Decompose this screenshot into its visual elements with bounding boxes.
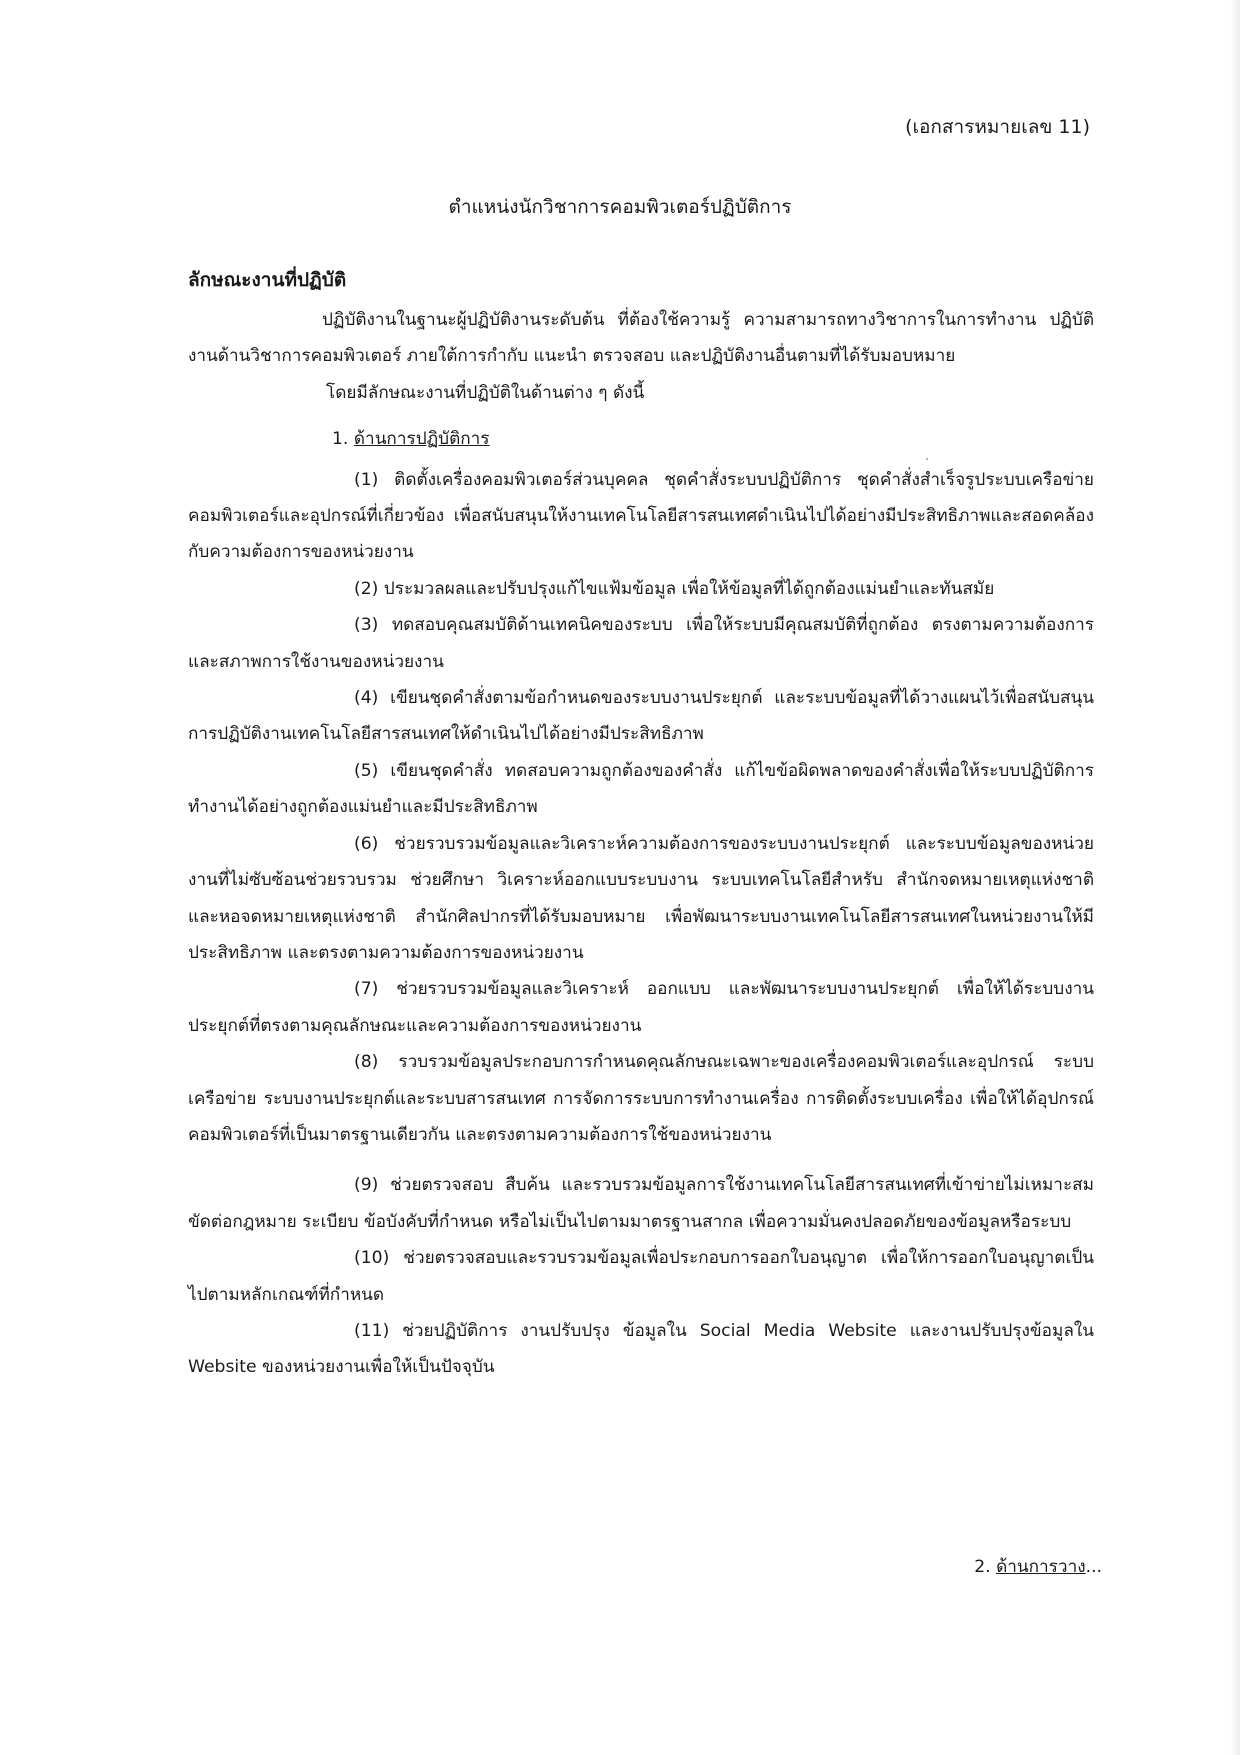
item-9: (9) ช่วยตรวจสอบ สืบค้น และรวบรวมข้อมูลการใช้งานเทคโนโลยีสารสนเทศที่เข้าข่ายไม่เหมาะสม ขัดต่อกฎหมาย ระเบียบ ข้อบังคับที่กำหนด หรือไม่เป็นไปตามมาตรฐานสากล เพื่อความมั่นคงปลอดภัยของข้อมูลหรือระบบ bbox=[188, 1175, 1094, 1232]
section-1-heading bbox=[188, 421, 1094, 457]
continuation-number: 2. bbox=[974, 1557, 991, 1577]
document-body bbox=[188, 302, 1094, 1386]
document-title: ตำแหน่งนักวิชาการคอมพิวเตอร์ปฏิบัติการ bbox=[448, 196, 792, 218]
page-edge-shadow bbox=[1230, 0, 1240, 1755]
item-2: (2) ประมวลผลและปรับปรุงแก้ไขแฟ้มข้อมูล เพื่อให้ข้อมูลที่ได้ถูกต้องแม่นยำและทันสมัย bbox=[354, 578, 995, 599]
continuation-ellipsis: ... bbox=[1085, 1557, 1102, 1577]
continuation-text: ด้านการวาง bbox=[996, 1557, 1086, 1577]
item-5: (5) เขียนชุดคำสั่ง ทดสอบความถูกต้องของคำสั่ง แก้ไขข้อผิดพลาดของคำสั่งเพื่อให้ระบบปฏิบัติการทำงานได้อย่างถูกต้องแม่นยำและมีประสิทธิภาพ bbox=[188, 760, 1094, 818]
item-10: (10) ช่วยตรวจสอบและรวบรวมข้อมูลเพื่อประกอบการออกใบอนุญาต เพื่อให้การออกใบอนุญาตเป็นไปตามหลักเกณฑ์ที่กำหนด bbox=[188, 1248, 1094, 1305]
lead-in-paragraph: โดยมีลักษณะงานที่ปฏิบัติในด้านต่าง ๆ ดังนี้ bbox=[326, 382, 645, 403]
section-number: 1. bbox=[332, 429, 349, 450]
item-11: (11) ช่วยปฏิบัติการ งานปรับปรุง ข้อมูลใน Social Media Website และงานปรับปรุงข้อมูลใน Website ของหน่วยงานเพื่อให้เป็นปัจจุบัน bbox=[188, 1320, 1094, 1378]
intro-paragraph: ปฏิบัติงานในฐานะผู้ปฏิบัติงานระดับต้น ที่ต้องใช้ความรู้ ความสามารถทางวิชาการในการทำงาน ปฏิบัติงานด้านวิชาการคอมพิวเตอร์ ภายใต้การกำกับ แนะนำ ตรวจสอบ และปฏิบัติงานอื่นตามที่ได้รับมอบหมาย bbox=[188, 310, 1094, 367]
item-3: (3) ทดสอบคุณสมบัติด้านเทคนิคของระบบ เพื่อให้ระบบมีคุณสมบัติที่ถูกต้อง ตรงตามความต้องการและสภาพการใช้งานของหน่วยงาน bbox=[188, 615, 1094, 672]
item-1: (1) ติดตั้งเครื่องคอมพิวเตอร์ส่วนบุคคล ชุดคำสั่งระบบปฏิบัติการ ชุดคำสั่งสำเร็จรูประบบเครือข่ายคอมพิวเตอร์และอุปกรณ์ที่เกี่ยวข้อง เพื่อสนับสนุนให้งานเทคโนโลยีสารสนเทศดำเนินไปได้อย่างมีประสิทธิภาพและสอดคล้องกับความต้องการของหน่วยงาน bbox=[188, 469, 1094, 563]
item-6: (6) ช่วยรวบรวมข้อมูลและวิเคราะห์ความต้องการของระบบงานประยุกต์ และระบบข้อมูลของหน่วยงานที่ไม่ซับซ้อนช่วยรวบรวม ช่วยศึกษา วิเคราะห์ออกแบบระบบงาน ระบบเทคโนโลยีสำหรับ สำนักจดหมายเหตุแห่งชาติ และหอจดหมายเหตุแห่งชาติ สำนักศิลปากรที่ได้รับมอบหมาย เพื่อพัฒนาระบบงานเทคโนโลยีสารสนเทศในหน่วยงานให้มีประสิทธิภาพ และตรงตามความต้องการของหน่วยงาน bbox=[188, 833, 1094, 963]
item-4: (4) เขียนชุดคำสั่งตามข้อกำหนดของระบบงานประยุกต์ และระบบข้อมูลที่ได้วางแผนไว้เพื่อสนับสนุนการปฏิบัติงานเทคโนโลยีสารสนเทศให้ดำเนินไปได้อย่างมีประสิทธิภาพ bbox=[188, 688, 1094, 745]
item-8: (8) รวบรวมข้อมูลประกอบการกำหนดคุณลักษณะเฉพาะของเครื่องคอมพิวเตอร์และอุปกรณ์ ระบบเครือข่าย ระบบงานประยุกต์และระบบสารสนเทศ การจัดการระบบการทำงานเครื่อง การติดตั้งระบบเครื่อง เพื่อให้ได้อุปกรณ์คอมพิวเตอร์ที่เป็นมาตรฐานเดียวกัน และตรงตามความต้องการใช้ของหน่วยงาน bbox=[188, 1052, 1094, 1145]
section-heading: ลักษณะงานที่ปฏิบัติ bbox=[188, 269, 347, 291]
continuation-marker bbox=[974, 1552, 1102, 1580]
item-7: (7) ช่วยรวบรวมข้อมูลและวิเคราะห์ ออกแบบ และพัฒนาระบบงานประยุกต์ เพื่อให้ได้ระบบงานประยุกต์ที่ตรงตามคุณลักษณะและความต้องการของหน่วยงาน bbox=[188, 979, 1094, 1036]
document-number: (เอกสารหมายเลข 11) bbox=[905, 116, 1090, 138]
section-title: ด้านการปฏิบัติการ bbox=[353, 429, 490, 450]
